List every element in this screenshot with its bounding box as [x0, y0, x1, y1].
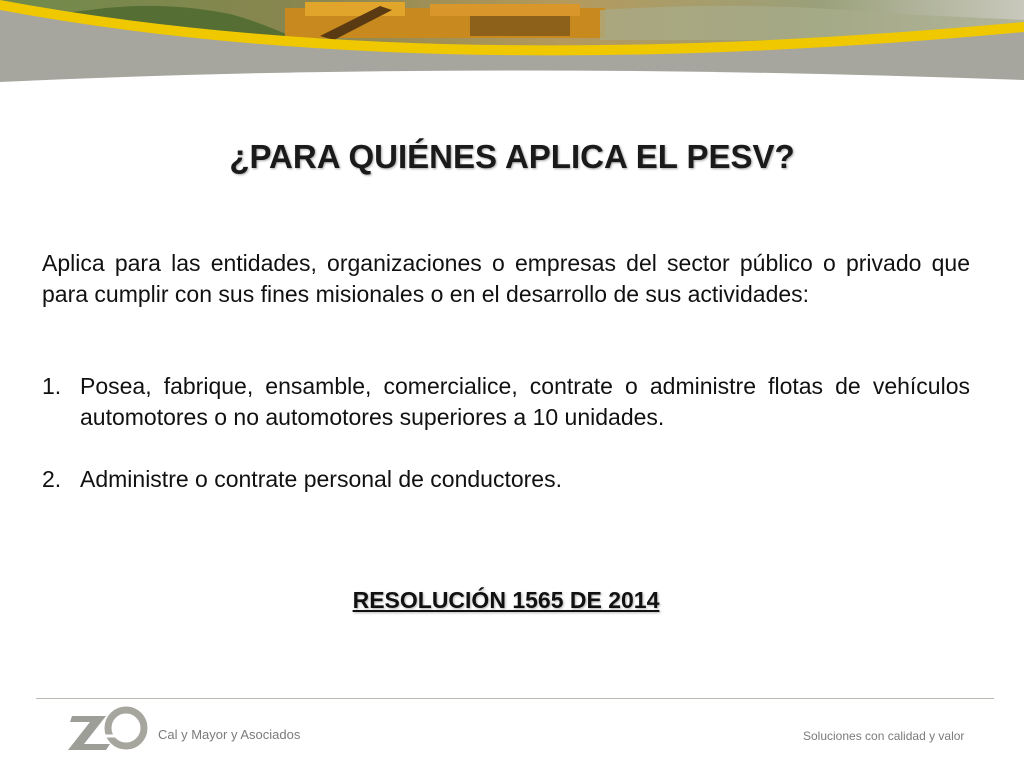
- list-item-number: 2.: [42, 466, 62, 492]
- list-item-text: Administre o contrate personal de conductores.: [80, 466, 562, 492]
- header-banner: [0, 0, 1024, 100]
- list-item-number: 1.: [42, 373, 62, 399]
- footer-divider: [36, 698, 994, 699]
- list-item: [42, 371, 970, 433]
- machinery-photo: [285, 2, 605, 40]
- anniversary-logo-icon: [66, 706, 156, 750]
- resolution-reference: RESOLUCIÓN 1565 DE 2014: [352, 587, 660, 613]
- company-name: Cal y Mayor y Asociados: [158, 727, 301, 742]
- company-tagline: Soluciones con calidad y valor: [803, 729, 965, 743]
- criteria-list: [42, 371, 970, 495]
- list-item: [42, 464, 970, 495]
- list-item-text: Posea, fabrique, ensamble, comercialice, contrate o administre flotas de vehículos automotores o no automotores superiores a 10 unidades.: [80, 373, 970, 430]
- intro-paragraph: Aplica para las entidades, organizaciones o empresas del sector público o privado que para cumplir con sus fines misionales o en el desarrollo de sus actividades:: [42, 250, 970, 307]
- slide-title: ¿PARA QUIÉNES APLICA EL PESV?: [229, 138, 795, 175]
